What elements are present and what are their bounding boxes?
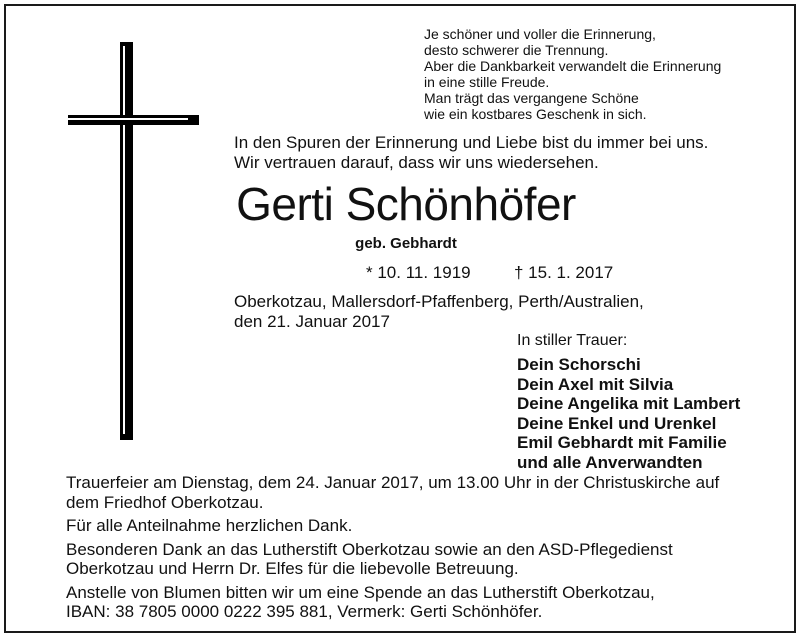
poem-line: in eine stille Freude. bbox=[424, 74, 550, 90]
quote-line: In den Spuren der Erinnerung und Liebe bist du immer bei uns. bbox=[234, 133, 709, 152]
quote-line: Wir vertrauen darauf, dass wir uns wiedersehen. bbox=[234, 153, 599, 172]
footer-notes bbox=[66, 473, 719, 626]
mourner: Deine Angelika mit Lambert bbox=[517, 394, 741, 413]
poem-line: Aber die Dankbarkeit verwandelt die Erinnerung bbox=[424, 58, 722, 74]
place-line: den 21. Januar 2017 bbox=[234, 312, 390, 331]
poem-line: Man trägt das vergangene Schöne bbox=[424, 90, 639, 106]
special-thanks-line: Oberkotzau und Herrn Dr. Elfes für die liebevolle Betreuung. bbox=[66, 559, 519, 578]
poem-line: desto schwerer die Trennung. bbox=[424, 42, 609, 58]
mourner: Dein Axel mit Silvia bbox=[517, 374, 674, 394]
birth-date: * 10. 11. 1919 bbox=[366, 263, 471, 282]
thanks-note bbox=[66, 516, 719, 536]
special-thanks bbox=[66, 540, 719, 579]
birth-name: geb. Gebhardt bbox=[355, 235, 457, 252]
memorial-quote bbox=[234, 133, 708, 173]
funeral-line: Trauerfeier am Dienstag, dem 24. Januar 2017, um 13.00 Uhr in der Christuskirche auf bbox=[66, 473, 720, 492]
obituary-frame bbox=[4, 4, 796, 633]
funeral-line: dem Friedhof Oberkotzau. bbox=[66, 492, 264, 512]
special-thanks-line: Besonderen Dank an das Lutherstift Oberkotzau sowie an den ASD-Pflegedienst bbox=[66, 539, 673, 559]
place-and-date bbox=[234, 292, 644, 332]
deceased-name: Gerti Schönhöfer bbox=[236, 178, 576, 230]
poem-line: Je schöner und voller die Erinnerung, bbox=[424, 26, 656, 42]
mourner: und alle Anverwandten bbox=[517, 452, 703, 472]
poem bbox=[424, 26, 721, 122]
donation-request bbox=[66, 583, 719, 622]
donation-line: Anstelle von Blumen bitten wir um eine Spende an das Lutherstift Oberkotzau, bbox=[66, 582, 655, 602]
mourners-intro: In stiller Trauer: bbox=[517, 332, 628, 349]
mourner: Dein Schorschi bbox=[517, 355, 641, 374]
place-line: Oberkotzau, Mallersdorf-Pfaffenberg, Perth/Australien, bbox=[234, 292, 644, 311]
funeral-notice bbox=[66, 473, 719, 512]
death-date: † 15. 1. 2017 bbox=[514, 263, 614, 282]
mourner: Deine Enkel und Urenkel bbox=[517, 413, 717, 433]
donation-line: IBAN: 38 7805 0000 0222 395 881, Vermerk: Gerti Schönhöfer. bbox=[66, 602, 543, 621]
mourner: Emil Gebhardt mit Familie bbox=[517, 433, 727, 452]
mourners-list bbox=[517, 355, 740, 472]
thanks-line: Für alle Anteilnahme herzlichen Dank. bbox=[66, 516, 353, 535]
poem-line: wie ein kostbares Geschenk in sich. bbox=[424, 106, 647, 122]
